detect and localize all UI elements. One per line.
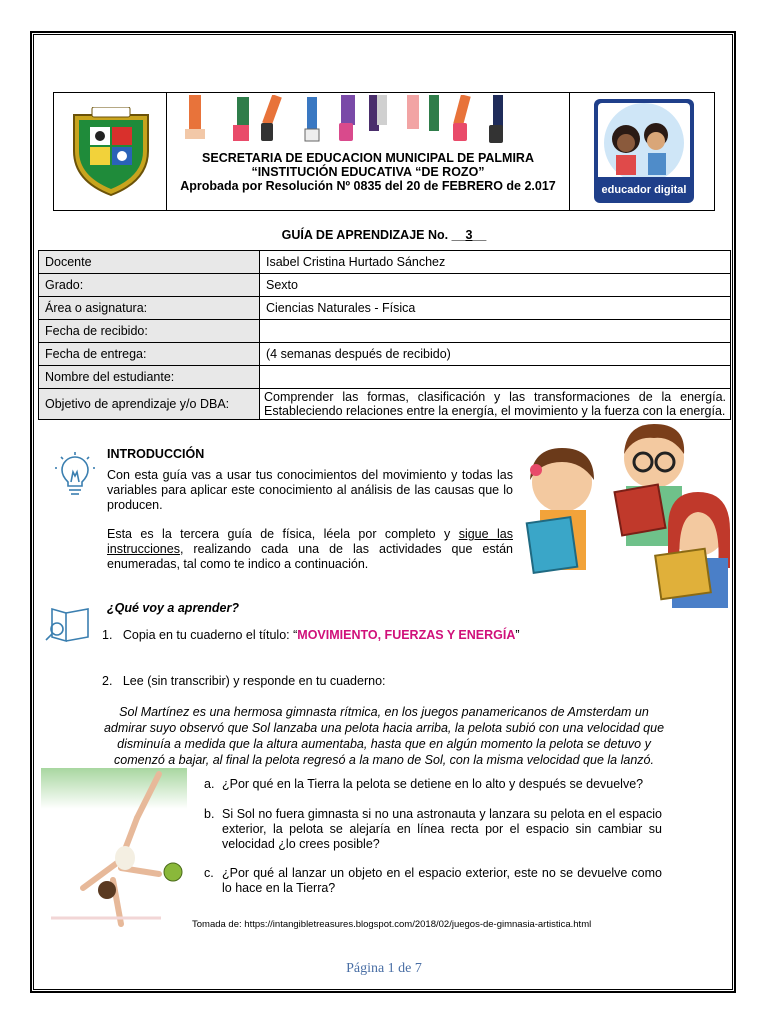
guide-title: [0, 228, 768, 242]
question-b: [204, 807, 662, 852]
table-row: [39, 297, 731, 320]
institution-line-3: Aprobada por Resolución Nº 0835 del 20 de FEBRERO de 2.017: [180, 179, 556, 193]
item-1-text: Copia en tu cuaderno el título: “: [122, 628, 298, 642]
header-logo-cell: [54, 93, 167, 210]
guide-title-suffix: __: [472, 228, 487, 242]
item-1-end: ”: [515, 628, 520, 642]
row-value-estudiante[interactable]: [260, 366, 731, 389]
student-info-table: [38, 250, 731, 420]
row-value-fecha-recibido[interactable]: [260, 320, 731, 343]
children-reading-illustration: [522, 418, 734, 614]
row-label-fecha-entrega: Fecha de entrega:: [39, 343, 260, 366]
learn-heading: ¿Qué voy a aprender?: [107, 601, 239, 615]
question-c-text: ¿Por qué al lanzar un objeto en el espacio exterior, este no se devuelve como lo hace en la Tierra?: [222, 866, 662, 895]
row-value-docente: Isabel Cristina Hurtado Sánchez: [260, 251, 731, 274]
question-b-text: Si Sol no fuera gimnasta si no una astronauta y lanzara su pelota en el espacio exterior, la pelota se alejaría en línea recta por el espacio sin cambiar su velocidad ¿lo crees posible?: [222, 807, 662, 851]
school-shield-logo: [68, 107, 154, 197]
story-paragraph: Sol Martínez es una hermosa gimnasta rítmica, en los juegos panamericanos de Amsterdam un admirar suyo observó que Sol lanzaba una pelota hacia arriba, la pelota subió con una velocidad que disminuía a medida que la altura aumentaba, hasta que en algún momento la pelota se detuvo y comenzó a bajar, al final la pelota regresó a la mano de Sol, con la misma velocidad que la lanzó.: [103, 705, 665, 767]
guide-number: 3: [465, 228, 473, 242]
row-value-grado: Sexto: [260, 274, 731, 297]
row-label-docente: Docente: [39, 251, 260, 274]
item-2-number: 2.: [102, 674, 113, 688]
intro-paragraph-2: [107, 527, 513, 572]
guide-title-prefix: GUÍA DE APRENDIZAJE No. __: [281, 228, 466, 242]
item-2-text: Lee (sin transcribir) y responde en tu cuaderno:: [122, 674, 386, 688]
header-badge-cell: [570, 93, 714, 210]
table-row: [39, 389, 731, 420]
row-label-fecha-recibido: Fecha de recibido:: [39, 320, 260, 343]
intro-paragraph-1: Con esta guía vas a usar tus conocimientos del movimiento y todas las variables para aplicar este conocimiento al análisis de las causas que lo producen.: [107, 468, 513, 512]
row-value-area: Ciencias Naturales - Física: [260, 297, 731, 320]
question-b-letter: b.: [204, 807, 215, 821]
row-label-objetivo: Objetivo de aprendizaje y/o DBA:: [39, 389, 260, 420]
item-1-number: 1.: [102, 628, 113, 642]
open-book-icon: [44, 605, 90, 645]
row-label-grado: Grado:: [39, 274, 260, 297]
instruction-item-1: [102, 628, 520, 642]
row-label-estudiante: Nombre del estudiante:: [39, 366, 260, 389]
question-c: [204, 866, 662, 896]
educador-digital-logo: [590, 97, 698, 205]
question-a-text: ¿Por qué en la Tierra la pelota se detiene en lo alto y después se devuelve?: [222, 777, 644, 791]
lightbulb-icon: [55, 452, 95, 498]
table-row: [39, 366, 731, 389]
devices-hands-banner: [171, 95, 567, 147]
intro-p2-start: Esta es la tercera guía de física, léela por completo y: [107, 527, 459, 541]
table-row: [39, 343, 731, 366]
intro-p2-end: , realizando cada una de las actividades que están enumeradas, tal como te indico a continuación.: [107, 542, 513, 571]
row-value-fecha-entrega: (4 semanas después de recibido): [260, 343, 731, 366]
item-1-title: MOVIMIENTO, FUERZAS Y ENERGÍA: [297, 628, 516, 642]
intro-heading: INTRODUCCIÓN: [107, 447, 205, 461]
table-row: [39, 251, 731, 274]
document-header: [53, 92, 715, 211]
badge-text: educador digital: [601, 184, 687, 196]
institution-title-block: [167, 151, 569, 193]
intro-p2-underlined: sigue las instrucciones: [107, 527, 513, 556]
gymnast-photo: [41, 768, 187, 932]
page-number-footer: Página 1 de 7: [346, 961, 422, 976]
row-label-area: Área o asignatura:: [39, 297, 260, 320]
image-source-credit: Tomada de: https://intangibletreasures.blogspot.com/2018/02/juegos-de-gimnasia-artistica.html: [192, 919, 592, 930]
institution-line-1: SECRETARIA DE EDUCACION MUNICIPAL DE PALMIRA: [202, 151, 534, 165]
table-row: [39, 274, 731, 297]
institution-line-2: “INSTITUCIÓN EDUCATIVA “DE ROZO”: [251, 165, 485, 179]
question-a-letter: a.: [204, 777, 215, 791]
question-c-letter: c.: [204, 866, 214, 880]
header-title-cell: [167, 93, 570, 210]
table-row: [39, 320, 731, 343]
instruction-item-2: [102, 674, 386, 688]
question-a: [204, 777, 662, 792]
row-value-objetivo: Comprender las formas, clasificación y las transformaciones de la energía. Estableciendo relaciones entre la energía, el movimiento y la fuerza con la energía.: [260, 389, 731, 420]
